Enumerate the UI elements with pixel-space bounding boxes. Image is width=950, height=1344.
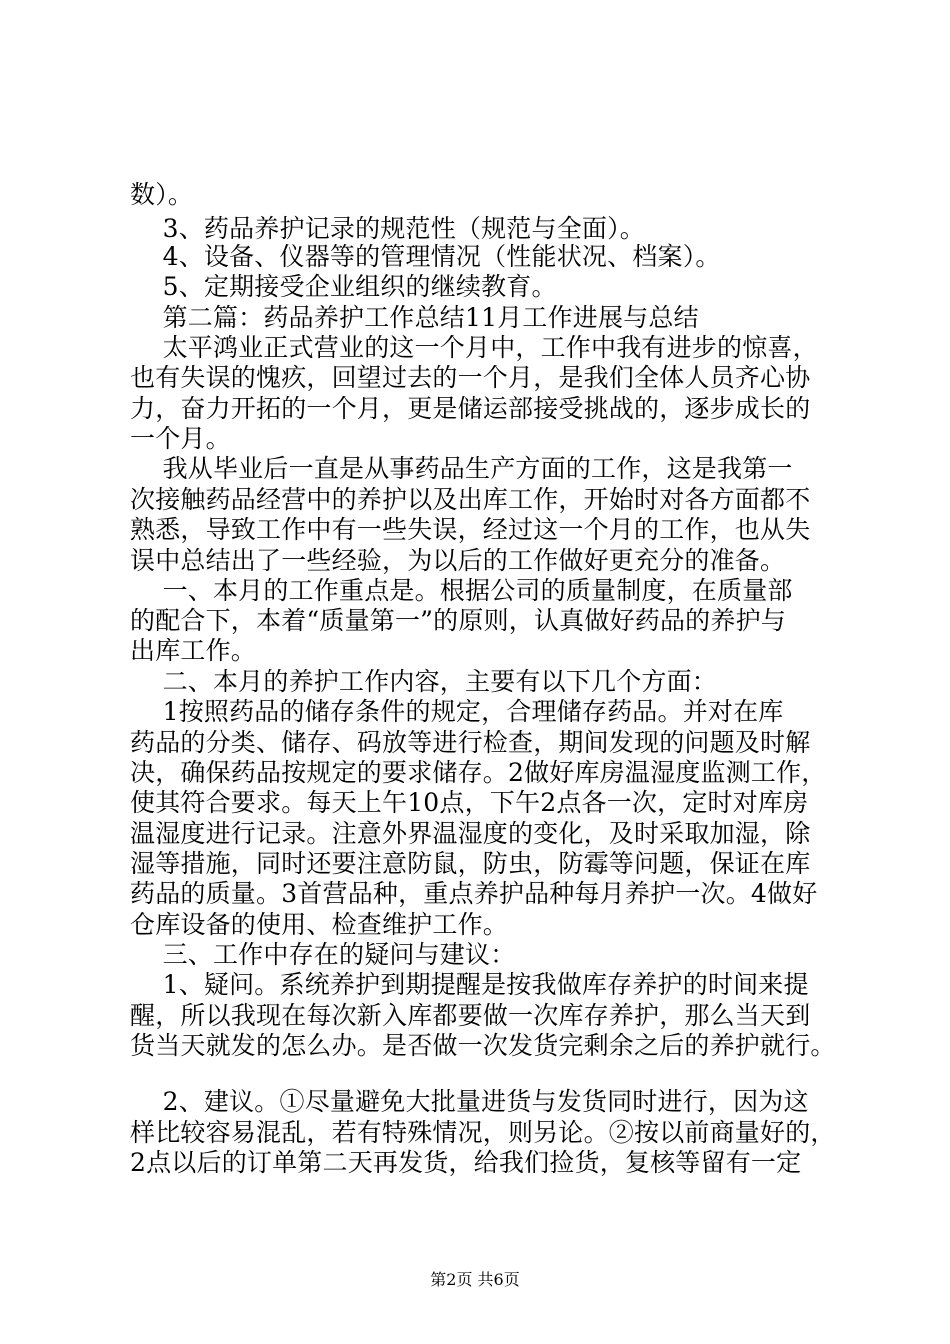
text-line: 使其符合要求。每天上午10点，下午2点各一次，定时对库房: [130, 788, 809, 817]
text-line: 2点以后的订单第二天再发货，给我们捡货，复核等留有一定: [130, 1148, 802, 1177]
text-line: 次接触药品经营中的养护以及出库工作，开始时对各方面都不: [130, 485, 811, 514]
text-line: 决，确保药品按规定的要求储存。2做好库房温湿度监测工作，: [130, 758, 827, 787]
text-line: 太平鸿业正式营业的这一个月中，工作中我有进步的惊喜，: [130, 333, 818, 362]
text-line: 一、本月的工作重点是。根据公司的质量制度，在质量部: [130, 576, 793, 605]
text-line: 4、设备、仪器等的管理情况（性能状况、档案）。: [130, 242, 721, 271]
text-line: 力，奋力开拓的一个月，更是储运部接受挑战的，逐步成长的: [130, 394, 811, 423]
text-line: 湿等措施，同时还要注意防鼠，防虫，防霉等问题，保证在库: [130, 849, 811, 878]
text-line: 5、定期接受企业组织的继续教育。: [130, 272, 557, 301]
text-line: 药品的质量。3首营品种，重点养护品种每月养护一次。4做好: [130, 879, 818, 908]
text-line: 第二篇：药品养护工作总结11月工作进展与总结: [130, 303, 699, 332]
text-line: 货当天就发的怎么办。是否做一次发货完剩余之后的养护就行。: [130, 1031, 836, 1060]
text-line: 一个月。: [130, 424, 231, 453]
text-line: 仓库设备的使用、检查维护工作。: [130, 910, 509, 939]
text-line: 3、药品养护记录的规范性（规范与全面）。: [130, 214, 645, 243]
text-line: 温湿度进行记录。注意外界温湿度的变化，及时采取加湿，除: [130, 819, 811, 848]
text-line: 的配合下，本着“质量第一”的原则，认真做好药品的养护与: [130, 606, 786, 635]
text-line: 1、疑问。系统养护到期提醒是按我做库存养护的时间来提: [130, 970, 809, 999]
text-line: 2、建议。①尽量避免大批量进货与发货同时进行，因为这: [130, 1087, 809, 1116]
page-footer: 第2页 共6页: [430, 1270, 520, 1289]
text-line: 出库工作。: [130, 636, 257, 665]
text-line: 样比较容易混乱，若有特殊情况，则另论。②按以前商量好的，: [130, 1118, 836, 1147]
text-line: 醒，所以我现在每次新入库都要做一次库存养护，那么当天到: [130, 1001, 811, 1030]
text-line: 三、工作中存在的疑问与建议：: [130, 940, 516, 969]
text-line: 我从毕业后一直是从事药品生产方面的工作，这是我第一: [130, 454, 793, 483]
text-line: 误中总结出了一些经验，为以后的工作做好更充分的准备。: [130, 546, 786, 575]
text-line: 1按照药品的储存条件的规定，合理储存药品。并对在库: [130, 697, 784, 726]
text-line: 药品的分类、储存、码放等进行检查，期间发现的问题及时解: [130, 728, 811, 757]
text-line: 二、本月的养护工作内容，主要有以下几个方面：: [130, 667, 717, 696]
text-line: 也有失误的愧疚，回望过去的一个月，是我们全体人员齐心协: [130, 363, 811, 392]
text-line: 熟悉，导致工作中有一些失误，经过这一个月的工作，也从失: [130, 515, 811, 544]
text-line: 数）。: [130, 180, 194, 209]
